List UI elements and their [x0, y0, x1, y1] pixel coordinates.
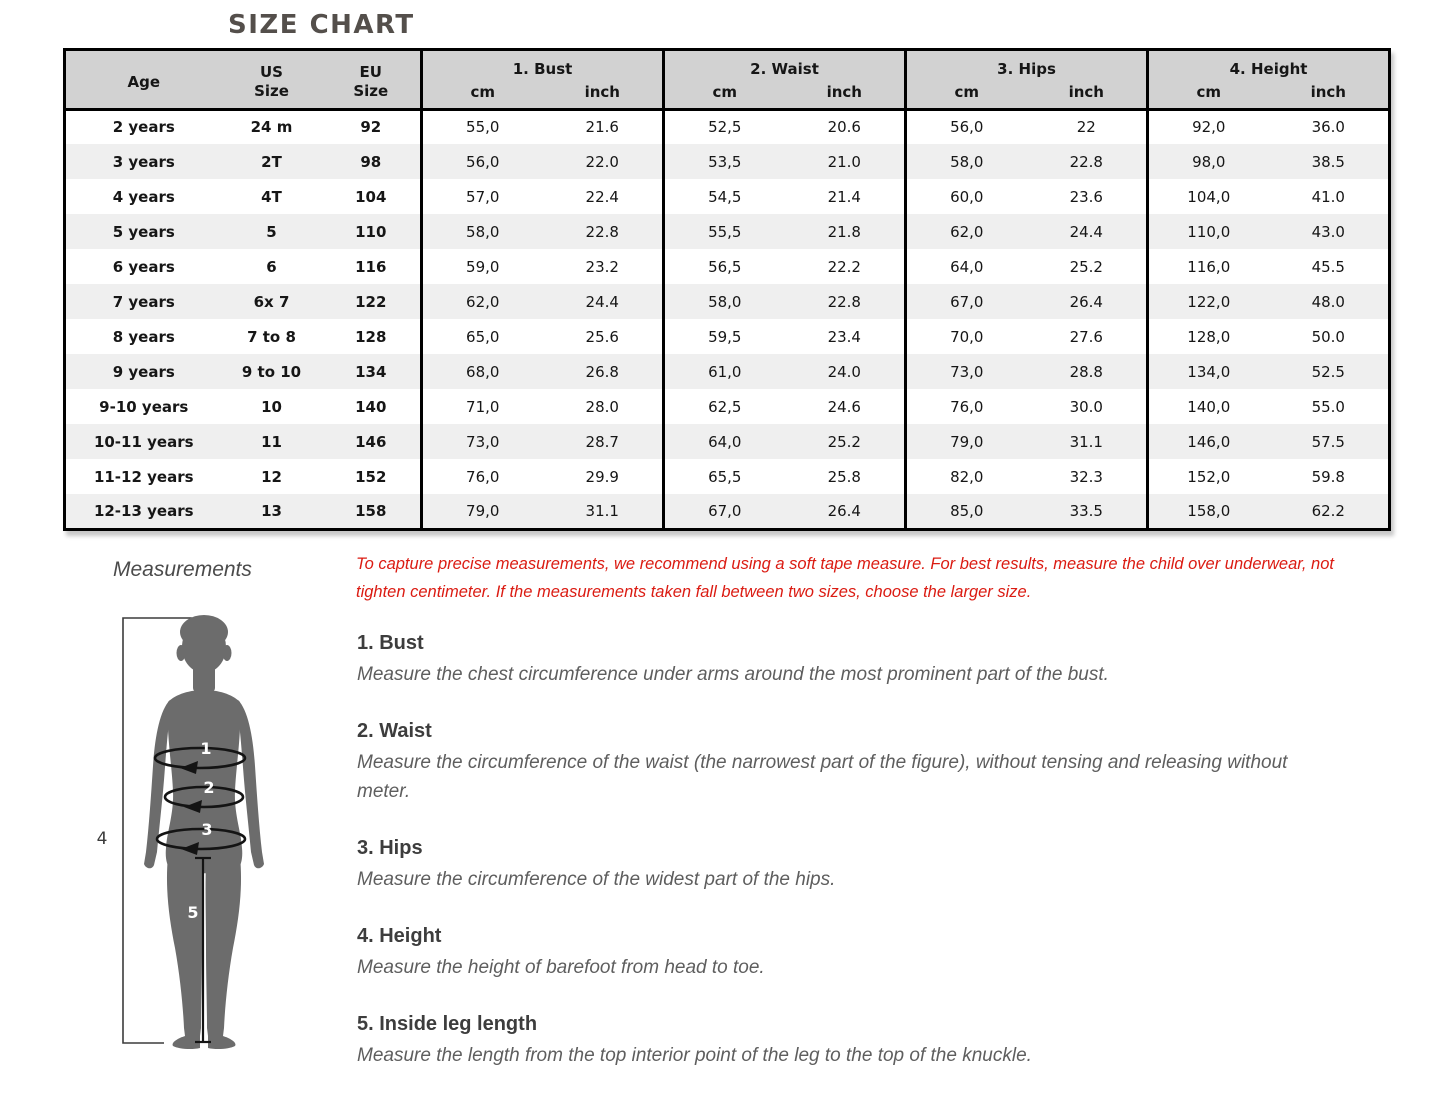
cell-age: 10-11 years: [65, 424, 222, 459]
waist-marker-label: 2: [203, 778, 215, 797]
table-row: [65, 494, 1390, 529]
cell-height-cm: 92,0: [1148, 109, 1269, 144]
eu-header-line2: Size: [353, 82, 389, 101]
cell-waist-inch: 23.4: [785, 319, 906, 354]
cell-us-size: 13: [222, 494, 322, 529]
cell-bust-inch: 31.1: [543, 494, 664, 529]
cell-waist-cm: 55,5: [664, 214, 785, 249]
cell-height-cm: 146,0: [1148, 424, 1269, 459]
cell-hips-inch: 26.4: [1027, 284, 1148, 319]
instruction-inside-leg: [357, 1011, 1317, 1070]
cell-eu-size: 122: [322, 284, 422, 319]
cell-us-size: 7 to 8: [222, 319, 322, 354]
cell-eu-size: 104: [322, 179, 422, 214]
eu-header-line1: EU: [359, 63, 382, 82]
measurement-instructions: [357, 630, 1317, 1099]
cell-height-cm: 140,0: [1148, 389, 1269, 424]
cell-height-cm: 128,0: [1148, 319, 1269, 354]
cell-waist-cm: 53,5: [664, 144, 785, 179]
cell-hips-cm: 67,0: [906, 284, 1027, 319]
cell-height-cm: 158,0: [1148, 494, 1269, 529]
cell-bust-inch: 25.6: [543, 319, 664, 354]
cell-us-size: 2T: [222, 144, 322, 179]
cell-us-size: 9 to 10: [222, 354, 322, 389]
cell-height-cm: 122,0: [1148, 284, 1269, 319]
cell-age: 9 years: [65, 354, 222, 389]
cell-bust-cm: 59,0: [422, 249, 543, 284]
table-row: [65, 284, 1390, 319]
col-header-bust-group: 1. Bust: [422, 50, 664, 83]
cell-bust-inch: 22.8: [543, 214, 664, 249]
cell-eu-size: 92: [322, 109, 422, 144]
cell-waist-inch: 24.6: [785, 389, 906, 424]
cell-us-size: 12: [222, 459, 322, 494]
cell-hips-inch: 25.2: [1027, 249, 1148, 284]
col-header-waist-inch: inch: [785, 83, 906, 110]
cell-age: 5 years: [65, 214, 222, 249]
cell-eu-size: 158: [322, 494, 422, 529]
cell-bust-cm: 55,0: [422, 109, 543, 144]
cell-waist-inch: 25.8: [785, 459, 906, 494]
cell-hips-inch: 22: [1027, 109, 1148, 144]
inside-leg-marker-label: 5: [187, 903, 199, 922]
cell-waist-inch: 21.4: [785, 179, 906, 214]
col-header-eu-size: [322, 50, 422, 110]
cell-age: 2 years: [65, 109, 222, 144]
table-row: [65, 109, 1390, 144]
cell-bust-cm: 58,0: [422, 214, 543, 249]
cell-waist-cm: 59,5: [664, 319, 785, 354]
cell-waist-cm: 67,0: [664, 494, 785, 529]
col-header-bust-cm: cm: [422, 83, 543, 110]
cell-age: 9-10 years: [65, 389, 222, 424]
table-header: [65, 50, 1390, 110]
cell-bust-cm: 71,0: [422, 389, 543, 424]
cell-bust-inch: 22.0: [543, 144, 664, 179]
cell-bust-cm: 73,0: [422, 424, 543, 459]
cell-hips-inch: 32.3: [1027, 459, 1148, 494]
col-header-height-group: 4. Height: [1148, 50, 1390, 83]
bust-marker-label: 1: [200, 739, 212, 758]
cell-bust-inch: 28.0: [543, 389, 664, 424]
cell-waist-cm: 62,5: [664, 389, 785, 424]
cell-us-size: 11: [222, 424, 322, 459]
age-header-label: Age: [127, 72, 161, 91]
cell-height-inch: 48.0: [1269, 284, 1390, 319]
instruction-waist: [357, 718, 1317, 806]
cell-height-cm: 98,0: [1148, 144, 1269, 179]
cell-bust-inch: 21.6: [543, 109, 664, 144]
cell-waist-cm: 64,0: [664, 424, 785, 459]
cell-hips-inch: 23.6: [1027, 179, 1148, 214]
cell-bust-cm: 65,0: [422, 319, 543, 354]
cell-bust-cm: 56,0: [422, 144, 543, 179]
instruction-bust-text: Measure the chest circumference under arms around the most prominent part of the bust.: [357, 664, 1109, 685]
cell-waist-inch: 24.0: [785, 354, 906, 389]
instruction-hips-text: Measure the circumference of the widest part of the hips.: [357, 869, 836, 890]
cell-height-cm: 134,0: [1148, 354, 1269, 389]
cell-us-size: 6: [222, 249, 322, 284]
cell-us-size: 10: [222, 389, 322, 424]
cell-hips-inch: 28.8: [1027, 354, 1148, 389]
table-row: [65, 214, 1390, 249]
cell-bust-inch: 23.2: [543, 249, 664, 284]
col-header-hips-cm: cm: [906, 83, 1027, 110]
cell-waist-inch: 20.6: [785, 109, 906, 144]
instruction-waist-heading: 2. Waist: [357, 720, 432, 742]
cell-bust-cm: 76,0: [422, 459, 543, 494]
cell-eu-size: 140: [322, 389, 422, 424]
col-header-hips-inch: inch: [1027, 83, 1148, 110]
cell-waist-cm: 58,0: [664, 284, 785, 319]
cell-hips-cm: 70,0: [906, 319, 1027, 354]
table-row: [65, 424, 1390, 459]
cell-bust-inch: 22.4: [543, 179, 664, 214]
cell-hips-inch: 33.5: [1027, 494, 1148, 529]
cell-eu-size: 146: [322, 424, 422, 459]
cell-height-inch: 55.0: [1269, 389, 1390, 424]
table-row: [65, 249, 1390, 284]
instruction-waist-text: Measure the circumference of the waist (the narrowest part of the figure), without tensing and releasing without meter.: [357, 752, 1288, 802]
cell-age: 8 years: [65, 319, 222, 354]
cell-bust-inch: 24.4: [543, 284, 664, 319]
cell-hips-cm: 85,0: [906, 494, 1027, 529]
table-row: [65, 354, 1390, 389]
cell-eu-size: 128: [322, 319, 422, 354]
cell-waist-inch: 21.8: [785, 214, 906, 249]
hips-marker-label: 3: [201, 820, 213, 839]
cell-hips-cm: 73,0: [906, 354, 1027, 389]
col-header-height-inch: inch: [1269, 83, 1390, 110]
page-title: SIZE CHART: [228, 10, 415, 40]
cell-bust-inch: 28.7: [543, 424, 664, 459]
cell-height-inch: 57.5: [1269, 424, 1390, 459]
cell-age: 7 years: [65, 284, 222, 319]
cell-height-cm: 110,0: [1148, 214, 1269, 249]
cell-hips-cm: 79,0: [906, 424, 1027, 459]
cell-bust-cm: 57,0: [422, 179, 543, 214]
cell-height-inch: 43.0: [1269, 214, 1390, 249]
cell-eu-size: 134: [322, 354, 422, 389]
measurements-label: Measurements: [113, 558, 252, 581]
table-row: [65, 144, 1390, 179]
col-header-us-size: [222, 50, 322, 110]
cell-waist-inch: 25.2: [785, 424, 906, 459]
col-header-bust-inch: inch: [543, 83, 664, 110]
instruction-bust-heading: 1. Bust: [357, 632, 424, 654]
cell-height-inch: 59.8: [1269, 459, 1390, 494]
cell-waist-cm: 61,0: [664, 354, 785, 389]
col-header-waist-group: 2. Waist: [664, 50, 906, 83]
cell-waist-inch: 21.0: [785, 144, 906, 179]
table-row: [65, 459, 1390, 494]
col-header-hips-group: 3. Hips: [906, 50, 1148, 83]
cell-age: 3 years: [65, 144, 222, 179]
instruction-bust: [357, 630, 1317, 689]
cell-hips-cm: 82,0: [906, 459, 1027, 494]
cell-waist-cm: 65,5: [664, 459, 785, 494]
cell-height-inch: 50.0: [1269, 319, 1390, 354]
cell-waist-inch: 22.8: [785, 284, 906, 319]
us-header-line2: Size: [254, 82, 289, 101]
cell-height-cm: 116,0: [1148, 249, 1269, 284]
cell-eu-size: 98: [322, 144, 422, 179]
cell-height-inch: 36.0: [1269, 109, 1390, 144]
body-measurement-diagram: [88, 606, 338, 1066]
table-row: [65, 179, 1390, 214]
cell-height-inch: 52.5: [1269, 354, 1390, 389]
cell-hips-cm: 64,0: [906, 249, 1027, 284]
cell-waist-cm: 56,5: [664, 249, 785, 284]
cell-age: 11-12 years: [65, 459, 222, 494]
instruction-height: [357, 923, 1317, 982]
us-header-line1: US: [260, 63, 283, 82]
cell-hips-inch: 22.8: [1027, 144, 1148, 179]
measurement-note: To capture precise measurements, we recommend using a soft tape measure. For best results, measure the child over underwear, not tighten centimeter. If the measurements taken fall between two sizes, choose the larger size.: [356, 555, 1334, 601]
col-header-height-cm: cm: [1148, 83, 1269, 110]
size-chart-table: [63, 48, 1391, 531]
cell-us-size: 4T: [222, 179, 322, 214]
table-row: [65, 389, 1390, 424]
col-header-age: [65, 50, 222, 110]
cell-hips-cm: 58,0: [906, 144, 1027, 179]
cell-waist-inch: 22.2: [785, 249, 906, 284]
cell-age: 12-13 years: [65, 494, 222, 529]
instruction-inside-leg-text: Measure the length from the top interior point of the leg to the top of the knuckle.: [357, 1045, 1032, 1066]
cell-eu-size: 110: [322, 214, 422, 249]
cell-height-cm: 152,0: [1148, 459, 1269, 494]
cell-bust-inch: 26.8: [543, 354, 664, 389]
cell-hips-cm: 60,0: [906, 179, 1027, 214]
cell-hips-cm: 56,0: [906, 109, 1027, 144]
size-table-body: [65, 109, 1390, 529]
col-header-waist-cm: cm: [664, 83, 785, 110]
cell-waist-cm: 52,5: [664, 109, 785, 144]
cell-waist-cm: 54,5: [664, 179, 785, 214]
instruction-inside-leg-heading: 5. Inside leg length: [357, 1013, 538, 1035]
cell-hips-inch: 30.0: [1027, 389, 1148, 424]
cell-hips-cm: 62,0: [906, 214, 1027, 249]
table-row: [65, 319, 1390, 354]
cell-age: 4 years: [65, 179, 222, 214]
cell-hips-inch: 24.4: [1027, 214, 1148, 249]
cell-height-inch: 38.5: [1269, 144, 1390, 179]
cell-age: 6 years: [65, 249, 222, 284]
cell-eu-size: 152: [322, 459, 422, 494]
cell-hips-inch: 27.6: [1027, 319, 1148, 354]
cell-us-size: 6x 7: [222, 284, 322, 319]
cell-bust-cm: 68,0: [422, 354, 543, 389]
instruction-height-text: Measure the height of barefoot from head to toe.: [357, 957, 765, 978]
cell-waist-inch: 26.4: [785, 494, 906, 529]
cell-us-size: 24 m: [222, 109, 322, 144]
instruction-height-heading: 4. Height: [357, 925, 442, 947]
cell-bust-cm: 62,0: [422, 284, 543, 319]
instruction-hips: [357, 835, 1317, 894]
cell-bust-inch: 29.9: [543, 459, 664, 494]
cell-eu-size: 116: [322, 249, 422, 284]
height-marker-label: 4: [96, 829, 108, 849]
cell-hips-inch: 31.1: [1027, 424, 1148, 459]
cell-us-size: 5: [222, 214, 322, 249]
cell-height-inch: 41.0: [1269, 179, 1390, 214]
cell-height-inch: 62.2: [1269, 494, 1390, 529]
cell-height-cm: 104,0: [1148, 179, 1269, 214]
cell-height-inch: 45.5: [1269, 249, 1390, 284]
cell-hips-cm: 76,0: [906, 389, 1027, 424]
cell-bust-cm: 79,0: [422, 494, 543, 529]
instruction-hips-heading: 3. Hips: [357, 837, 423, 859]
